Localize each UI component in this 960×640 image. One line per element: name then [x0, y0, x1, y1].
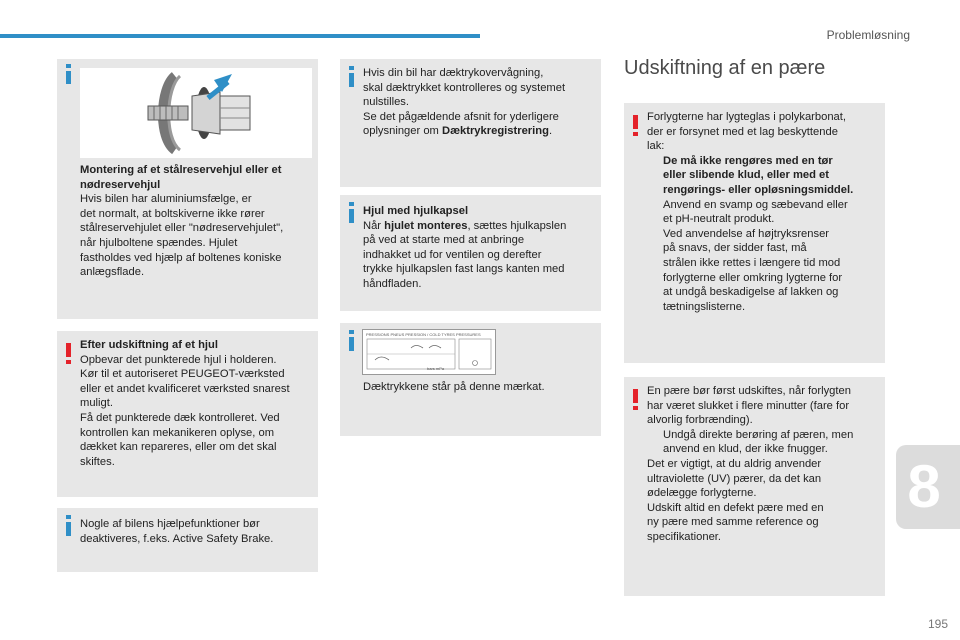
info-marker-icon — [66, 71, 71, 84]
label-card-footer: bars mPa — [427, 366, 445, 371]
wheel-bolt-icon — [80, 68, 312, 158]
after-wheel-change-text: Efter udskiftning af et hjul Opbevar det punkterede hjul i holderen. Kør til et autoriseret PEUGEOT-værksted eller et andet kvalificeret værksted snarest muligt. Få det punkterede dæk kontrolleret. Ved kontrollen kan mekanikeren oplyse, om dækket kan repareres, eller om det skal skiftes. — [80, 339, 290, 468]
tyre-monitoring-text: Hvis din bil har dæktrykovervågning, skal dæktrykket kontrolleres og systemet nulstilles. Se det pågældende afsnit for yderligere oplysninger om Dæktrykregistrering. — [363, 67, 566, 138]
chapter-tab — [896, 445, 960, 529]
warning-box-bulb-handling — [624, 377, 885, 596]
page-number: 195 — [927, 617, 948, 631]
info-box-assist-functions — [57, 508, 318, 572]
section-heading-bulb-replacement: Udskiftning af en pære — [624, 57, 826, 79]
label-card-title: PRESSIONS PNEUS PRESSION / COLD TYRES PRESSURES — [366, 332, 481, 337]
warning-box-after-wheel-change — [57, 331, 318, 497]
info-marker-icon — [66, 522, 71, 536]
info-marker-icon — [349, 337, 354, 351]
info-marker-icon — [349, 209, 354, 223]
note-box-steel-spare-wheel — [57, 59, 318, 319]
warning-marker-icon — [66, 343, 71, 357]
wheel-trim-text: Hjul med hjulkapsel Når hjulet monteres, sættes hjulkapslen på ved at starte med at anbringe indhakket ud for ventilen og derefter trykke hjulkapslen fast langs kanten med håndfladen. — [363, 205, 567, 290]
header-accent-bar — [0, 34, 480, 38]
section-title: Problemløsning — [826, 28, 910, 42]
warning-box-headlamp-lenses — [624, 103, 885, 363]
steel-spare-text: Montering af et stålreservehjul eller et nødreservehjul Hvis bilen har aluminiumsfælge, er det normalt, at boltskiverne ikke rører stålreservehjulet eller "nødreservehjulet", når hjulboltene spændes. Hjulet fastholdes ved hjælp af boltenes koniske anlægsflade. — [80, 164, 284, 279]
wheel-bolt-illustration — [80, 68, 312, 158]
info-box-wheel-trim — [340, 195, 601, 311]
warning-marker-icon — [633, 115, 638, 129]
info-marker-icon — [349, 73, 354, 87]
info-box-tyre-pressure-monitoring — [340, 59, 601, 187]
headlamp-lenses-text: Forlygterne har lygteglas i polykarbonat, der er forsynet med et lag beskyttende lak: De må ikke rengøres med en tør eller slibende klud, eller med et rengørings- eller opløsningsmiddel. Anvend en svamp og sæbevand eller et pH-neutralt produkt. Ved anvendelse af højtryksrenser på snavs, der sidder fast, må strålen ikke rettes i længere tid mod forlygterne eller omkring lygterne for at undgå beskadigelse af lakken og tætningslisterne. — [647, 111, 854, 313]
assist-functions-text: Nogle af bilens hjælpefunktioner bør deaktiveres, f.eks. Active Safety Brake. — [80, 518, 274, 545]
tyre-pressure-label-image — [362, 329, 496, 375]
tyre-label-caption: Dæktrykkene står på denne mærkat. — [363, 381, 545, 393]
warning-marker-icon — [633, 389, 638, 403]
chapter-number: 8 — [907, 453, 941, 520]
bulb-handling-text: En pære bør først udskiftes, når forlygten har været slukket i flere minutter (fare for alvorlig forbrænding). Undgå direkte berøring af pæren, men anvend en klud, der ikke fnugger. Det er vigtigt, at du aldrig anvender ultraviolette (UV) pærer, da det kan ødelægge forlygterne. Udskift altid en defekt pære med en ny pære med samme reference og specifikationer. — [647, 385, 854, 543]
